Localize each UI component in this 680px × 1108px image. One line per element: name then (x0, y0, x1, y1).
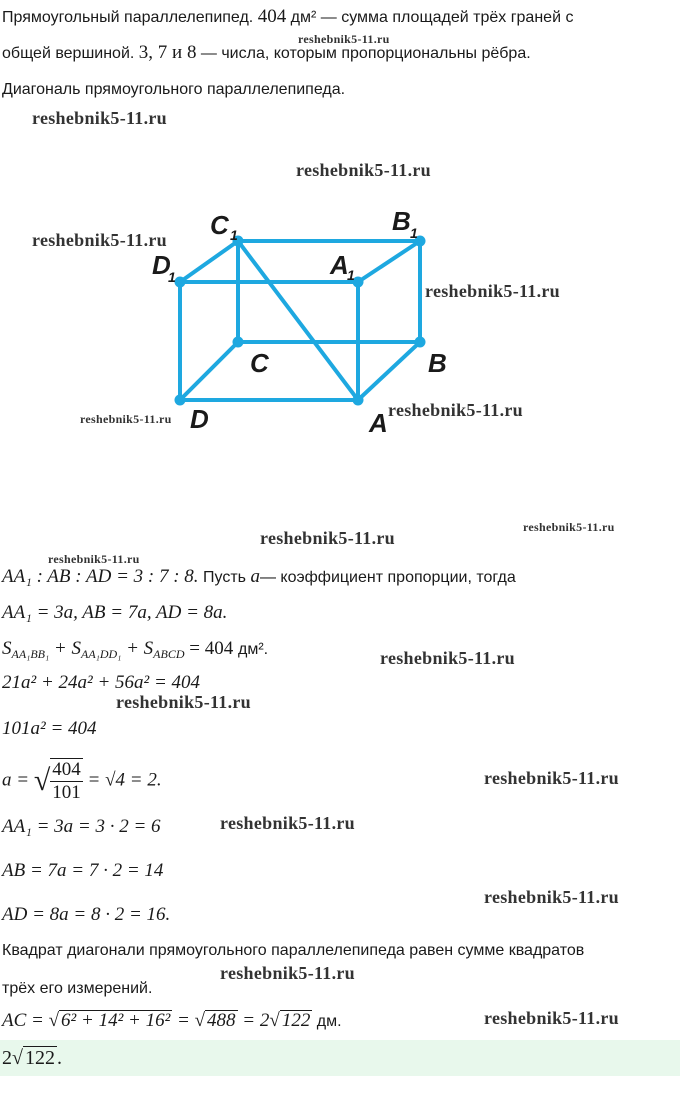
text: = 2 (237, 1010, 270, 1031)
watermark: reshebnik5-11.ru (32, 230, 167, 250)
label-c: C (250, 348, 269, 378)
label-a1-sub: 1 (347, 267, 355, 283)
label-b1-sub: 1 (410, 225, 418, 241)
label-c1-sub: 1 (230, 227, 238, 243)
label-a1: A (330, 250, 349, 280)
root: 122 (24, 1047, 55, 1069)
watermark: reshebnik5-11.ru (484, 768, 619, 788)
watermark: reshebnik5-11.ru (32, 108, 167, 128)
watermark: reshebnik5-11.ru (220, 813, 355, 833)
label-d1: D (152, 250, 171, 280)
edge-dc (180, 342, 238, 400)
eq: = 404 (184, 638, 238, 659)
unit: дм². (237, 641, 269, 658)
edges-line: AA₁ = 3a, AB = 7a, AD = 8a. (2, 602, 228, 623)
watermark: reshebnik5-11.ru (380, 648, 515, 668)
text: Пусть (198, 569, 251, 586)
answer: 2√ 122 . (2, 1047, 62, 1069)
equation-2: 101a² = 404 (2, 718, 97, 739)
fraction (50, 758, 83, 804)
ad-line: AD = 8a = 8 · 2 = 16. (2, 904, 171, 925)
watermark: reshebnik5-11.ru (425, 281, 560, 301)
text: — коэффициент пропорции, тогда (259, 569, 516, 586)
text: общей вершиной. (2, 45, 139, 62)
denominator: 101 (52, 782, 81, 803)
dot: . (56, 1047, 62, 1069)
label-b: B (428, 348, 447, 378)
text: — числа, которым пропорциональны рёбра. (196, 45, 531, 62)
equation-1: 21a² + 24a² + 56a² = 404 (2, 672, 201, 693)
unit: дм. (312, 1013, 342, 1030)
problem-line-2 (2, 42, 531, 64)
edge-ab (358, 342, 420, 400)
edge-d1c1 (180, 241, 238, 282)
area-sum-line: $S_{AA_1BB_1} + S_{AA_1DD_1} + S_{ABCD} = 404$ дм². (2, 638, 269, 662)
var: a (250, 566, 260, 587)
s: S (2, 638, 12, 659)
text: AC = (2, 1010, 49, 1031)
coef: 2 (2, 1047, 12, 1069)
root: 6² + 14² + 16² (61, 1010, 171, 1031)
ac-line: AC = √ 6² + 14² + 16² = √ 488 = 2√ 122 дм. (2, 1010, 342, 1031)
problem-line-3: Диагональ прямоугольного параллелепипеда. (2, 81, 346, 98)
watermark: reshebnik5-11.ru (260, 528, 395, 548)
watermark: reshebnik5-11.ru (523, 520, 615, 534)
ab-line: AB = 7a = 7 · 2 = 14 (2, 860, 164, 881)
label-d1-sub: 1 (168, 269, 176, 285)
watermark: reshebnik5-11.ru (484, 887, 619, 907)
diagonal-text-2: трёх его измерений. (2, 980, 153, 997)
root: 122 (281, 1010, 311, 1031)
ratio-formula: AA₁ : AB : AD = 3 : 7 : 8. (2, 566, 199, 587)
numbers: 3, 7 и 8 (138, 42, 197, 63)
watermark: reshebnik5-11.ru (388, 400, 523, 420)
a-value-line: a = √ $\frac{404}{101}$ = √4 = 2. (2, 759, 162, 803)
text: a = (2, 769, 34, 791)
parallelepiped-figure (0, 190, 680, 450)
problem-line-1 (2, 6, 573, 28)
watermark: reshebnik5-11.ru (298, 32, 390, 46)
text: = √4 = 2. (82, 769, 162, 791)
watermark: reshebnik5-11.ru (220, 963, 355, 983)
text: = (172, 1010, 195, 1031)
label-d: D (190, 404, 209, 434)
diagonal-text-1: Квадрат диагонали прямоугольного параллелепипеда равен сумме квадратов (2, 942, 585, 959)
number: 404 (257, 6, 287, 27)
edge-a1b1 (358, 241, 420, 282)
answer-bar (0, 1040, 680, 1076)
root: 488 (207, 1010, 236, 1031)
watermark: reshebnik5-11.ru (484, 1008, 619, 1028)
ratio-line (2, 566, 516, 588)
label-c1: C (210, 210, 229, 240)
watermark: reshebnik5-11.ru (296, 160, 431, 180)
text: дм² — сумма площадей трёх граней с (286, 9, 574, 26)
text: Прямоугольный параллелепипед. (2, 9, 258, 26)
figure-edges (180, 241, 420, 400)
watermark: reshebnik5-11.ru (80, 412, 172, 426)
aa1-line: AA₁ = 3a = 3 · 2 = 6 (2, 816, 161, 837)
watermark: reshebnik5-11.ru (116, 692, 251, 712)
label-b1: B (392, 206, 411, 236)
numerator: 404 (52, 759, 81, 780)
label-a: A (369, 408, 388, 438)
watermark: reshebnik5-11.ru (48, 552, 140, 566)
